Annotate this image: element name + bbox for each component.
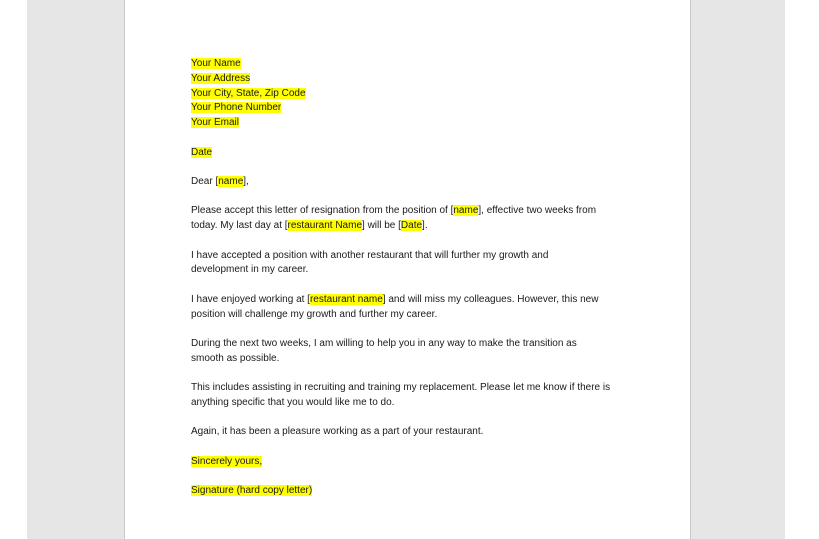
para3-text-a: I have enjoyed working at [ xyxy=(191,293,310,305)
letter-date: Date xyxy=(191,146,213,158)
sender-block xyxy=(191,57,631,131)
sender-email: Your Email xyxy=(191,117,239,129)
sender-name: Your Name xyxy=(191,58,241,69)
paragraph-new-position xyxy=(191,249,631,279)
last-day-date-placeholder: Date xyxy=(400,220,423,232)
para6-line-1: Again, it has been a pleasure working as a part of your restaurant. xyxy=(191,426,484,438)
signature-placeholder: Signature (hard copy letter) xyxy=(191,485,313,497)
para5-line-1: This includes assisting in recruiting and training my replacement. Please let me know if there is xyxy=(191,382,611,394)
para3-text-b: ] and will miss my colleagues. However, this new xyxy=(382,293,599,305)
salutation xyxy=(191,175,631,190)
sender-phone: Your Phone Number xyxy=(191,102,282,114)
para2-line-1: I have accepted a position with another restaurant that will further my growth and xyxy=(191,249,549,261)
para3-line-2: position will challenge my growth and further my career. xyxy=(191,308,438,320)
closing-line xyxy=(191,455,631,470)
para1-text-b: ], effective two weeks from xyxy=(478,205,597,217)
closing: Sincerely yours, xyxy=(191,455,263,467)
para4-line-1: During the next two weeks, I am willing to help you in any way to make the transition as xyxy=(191,337,577,349)
signature-line xyxy=(191,484,631,499)
position-name-placeholder: name xyxy=(453,205,479,217)
paragraph-assist xyxy=(191,381,631,411)
para1-text-c: today. My last day at [ xyxy=(191,220,288,232)
para1-text-a: Please accept this letter of resignation from the position of [ xyxy=(191,205,454,217)
para1-text-d: ] will be [ xyxy=(362,220,401,232)
para4-line-2: smooth as possible. xyxy=(191,352,280,364)
date-line xyxy=(191,146,631,161)
para2-line-2: development in my career. xyxy=(191,264,309,276)
paragraph-resignation xyxy=(191,204,631,234)
restaurant-name-placeholder: restaurant Name xyxy=(287,220,363,232)
para1-text-e: ]. xyxy=(422,220,428,232)
sender-address: Your Address xyxy=(191,72,251,84)
salutation-suffix: ], xyxy=(243,175,249,187)
document-page[interactable] xyxy=(124,0,691,539)
para5-line-2: anything specific that you would like me to do. xyxy=(191,396,395,408)
sender-city-state-zip: Your City, State, Zip Code xyxy=(191,87,306,99)
restaurant-name-placeholder-2: restaurant name xyxy=(309,293,383,305)
salutation-prefix: Dear [ xyxy=(191,175,219,187)
paragraph-transition xyxy=(191,337,631,367)
paragraph-pleasure xyxy=(191,425,631,440)
paragraph-enjoyed xyxy=(191,293,631,323)
letter-body xyxy=(191,57,631,513)
salutation-name-placeholder: name xyxy=(218,175,244,187)
